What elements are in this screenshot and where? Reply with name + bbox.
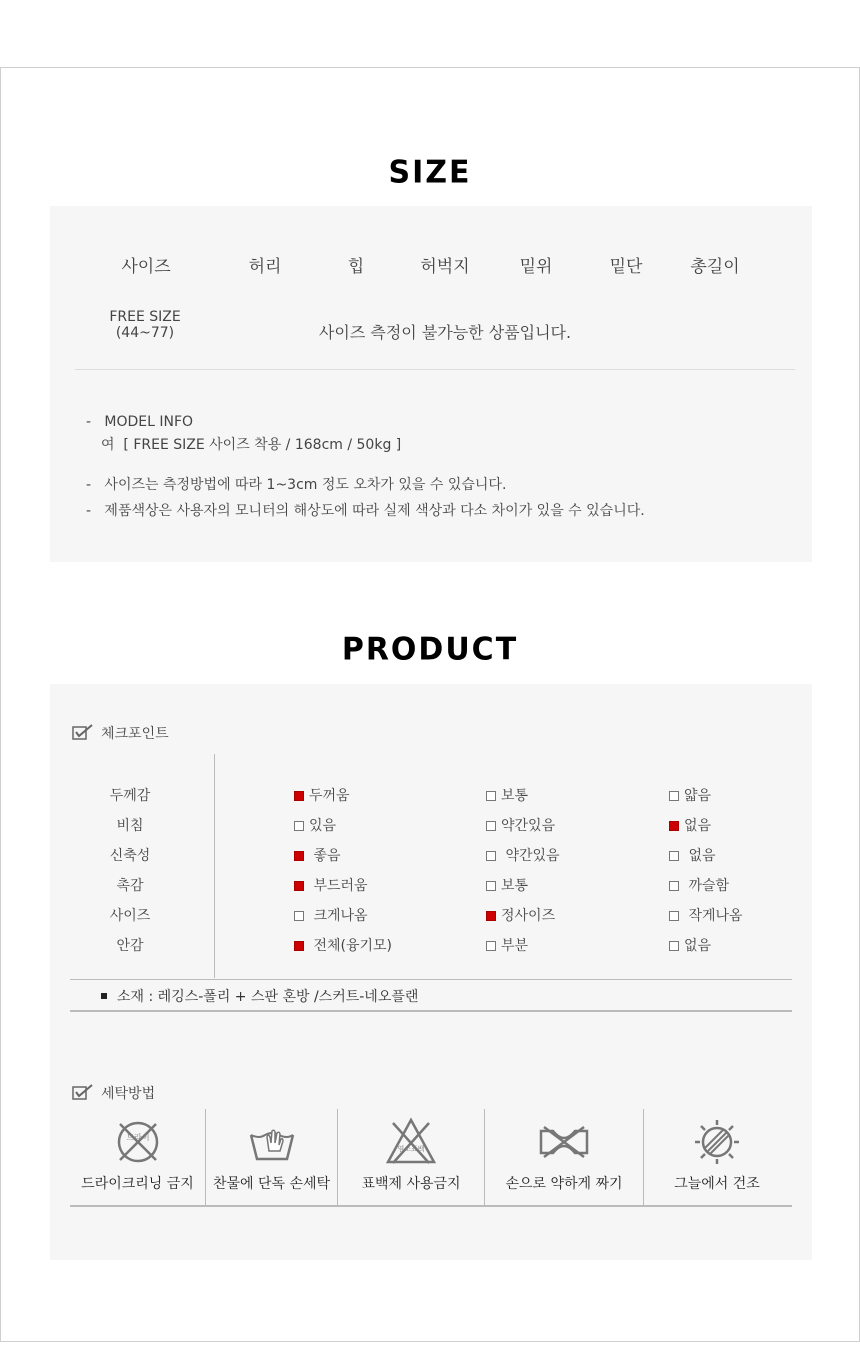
no-dry-clean-icon — [113, 1117, 163, 1167]
checkbox — [294, 821, 304, 831]
row-label-texture: 촉감 — [116, 878, 144, 894]
option-thick: 두꺼움 — [294, 785, 350, 805]
option-none: 없음 — [669, 815, 711, 835]
care-item — [644, 1109, 790, 1205]
material-text: 소재 : 레깅스-폴리 + 스판 혼방 /스커트-네오플랜 — [117, 989, 419, 1005]
checkbox — [669, 851, 679, 861]
column-hem: 밑단 — [609, 257, 643, 277]
option-normal: 보통 — [486, 785, 528, 805]
checkbox — [486, 941, 496, 951]
care-item — [206, 1109, 337, 1205]
care-bottom-line — [70, 1205, 792, 1207]
product-heading: PRODUCT — [341, 631, 519, 668]
checkbox — [669, 911, 679, 921]
size-panel — [50, 206, 812, 562]
bullet-icon — [101, 993, 107, 999]
material-bottom-line — [70, 1010, 792, 1012]
column-hip: 힙 — [347, 257, 365, 277]
size-divider — [75, 369, 795, 370]
wash-title: 세탁방법 — [101, 1086, 156, 1102]
model-info-detail: 여 [ FREE SIZE 사이즈 착용 / 168cm / 50kg ] — [101, 437, 402, 453]
checkbox — [486, 821, 496, 831]
care-text-hand-wash: 찬물에 단독 손세탁 — [212, 1176, 331, 1192]
size-name-line2: (44~77) — [115, 325, 175, 341]
care-item — [485, 1109, 643, 1205]
care-item — [70, 1109, 205, 1205]
care-text-no-bleach: 표백제 사용금지 — [361, 1176, 461, 1192]
option-thin: 얇음 — [669, 785, 711, 805]
care-item — [338, 1109, 484, 1205]
checkbox-checked — [294, 941, 304, 951]
size-heading: SIZE — [388, 154, 472, 191]
option-good: 좋음 — [294, 845, 341, 865]
row-label-fit: 사이즈 — [109, 908, 151, 924]
checkbox — [486, 881, 496, 891]
care-text-shade-dry: 그늘에서 건조 — [674, 1176, 760, 1192]
note-measurement: - 사이즈는 측정방법에 따라 1~3cm 정도 오차가 있을 수 있습니다. — [86, 477, 507, 493]
checkbox — [486, 851, 496, 861]
row-label-sheerness: 비침 — [116, 818, 144, 834]
option-runs-small: 작게나옴 — [669, 905, 743, 925]
checkbox — [669, 791, 679, 801]
size-name-line1: FREE SIZE — [109, 309, 181, 325]
row-label-thickness: 두께감 — [109, 788, 151, 804]
option-partial: 부분 — [486, 935, 528, 955]
checkbox-checked — [294, 851, 304, 861]
option-none: 없음 — [669, 845, 716, 865]
option-full: 전체(융기모) — [294, 935, 392, 955]
checkbox-checked — [294, 881, 304, 891]
column-total-length: 총길이 — [690, 257, 740, 277]
checkpoint-title: 체크포인트 — [101, 726, 169, 742]
no-dry-clean-icon-text: 드라이 — [125, 1133, 150, 1142]
checkbox-checked — [294, 791, 304, 801]
option-normal: 보통 — [486, 875, 528, 895]
care-text-no-dry-clean: 드라이크리닝 금지 — [81, 1176, 194, 1192]
checkbox — [669, 881, 679, 891]
option-slight: 약간있음 — [486, 815, 555, 835]
product-panel — [50, 684, 812, 1260]
hand-wash-icon — [247, 1117, 297, 1167]
check-icon — [72, 1084, 94, 1104]
option-none: 없음 — [669, 935, 711, 955]
checkbox — [669, 941, 679, 951]
checkbox-checked — [486, 911, 496, 921]
column-size: 사이즈 — [121, 257, 171, 277]
material-top-line — [70, 979, 792, 980]
column-waist: 허리 — [248, 257, 282, 277]
model-info-dash: - — [86, 414, 92, 430]
option-slight: 약간있음 — [486, 845, 560, 865]
checkpoint-divider — [214, 754, 215, 978]
size-unavailable-message: 사이즈 측정이 불가능한 상품입니다. — [318, 323, 572, 342]
row-label-stretch: 신축성 — [109, 848, 151, 864]
gentle-wring-icon — [538, 1117, 590, 1167]
size-name — [85, 309, 205, 341]
checkbox-checked — [669, 821, 679, 831]
care-text-gentle-wring: 손으로 약하게 짜기 — [505, 1176, 623, 1192]
option-soft: 부드러움 — [294, 875, 368, 895]
model-info-title: MODEL INFO — [104, 414, 194, 430]
option-true-to-size: 정사이즈 — [486, 905, 555, 925]
row-label-lining: 안감 — [116, 938, 144, 954]
column-rise: 밑위 — [519, 257, 553, 277]
column-thigh: 허벅지 — [420, 257, 470, 277]
no-bleach-icon — [385, 1117, 437, 1167]
model-info — [86, 414, 193, 430]
checkbox — [294, 911, 304, 921]
check-icon — [72, 724, 94, 744]
no-bleach-icon-text: 염소표백 — [397, 1145, 425, 1153]
option-runs-large: 크게나옴 — [294, 905, 368, 925]
option-yes: 있음 — [294, 815, 336, 835]
note-color: - 제품색상은 사용자의 모니터의 해상도에 따라 실제 색상과 다소 차이가 있을 수 있습니다. — [86, 503, 645, 519]
care-row — [70, 1109, 792, 1207]
option-rough: 까슬함 — [669, 875, 729, 895]
material-info — [101, 986, 418, 1006]
shade-dry-icon — [691, 1117, 743, 1167]
checkbox — [486, 791, 496, 801]
